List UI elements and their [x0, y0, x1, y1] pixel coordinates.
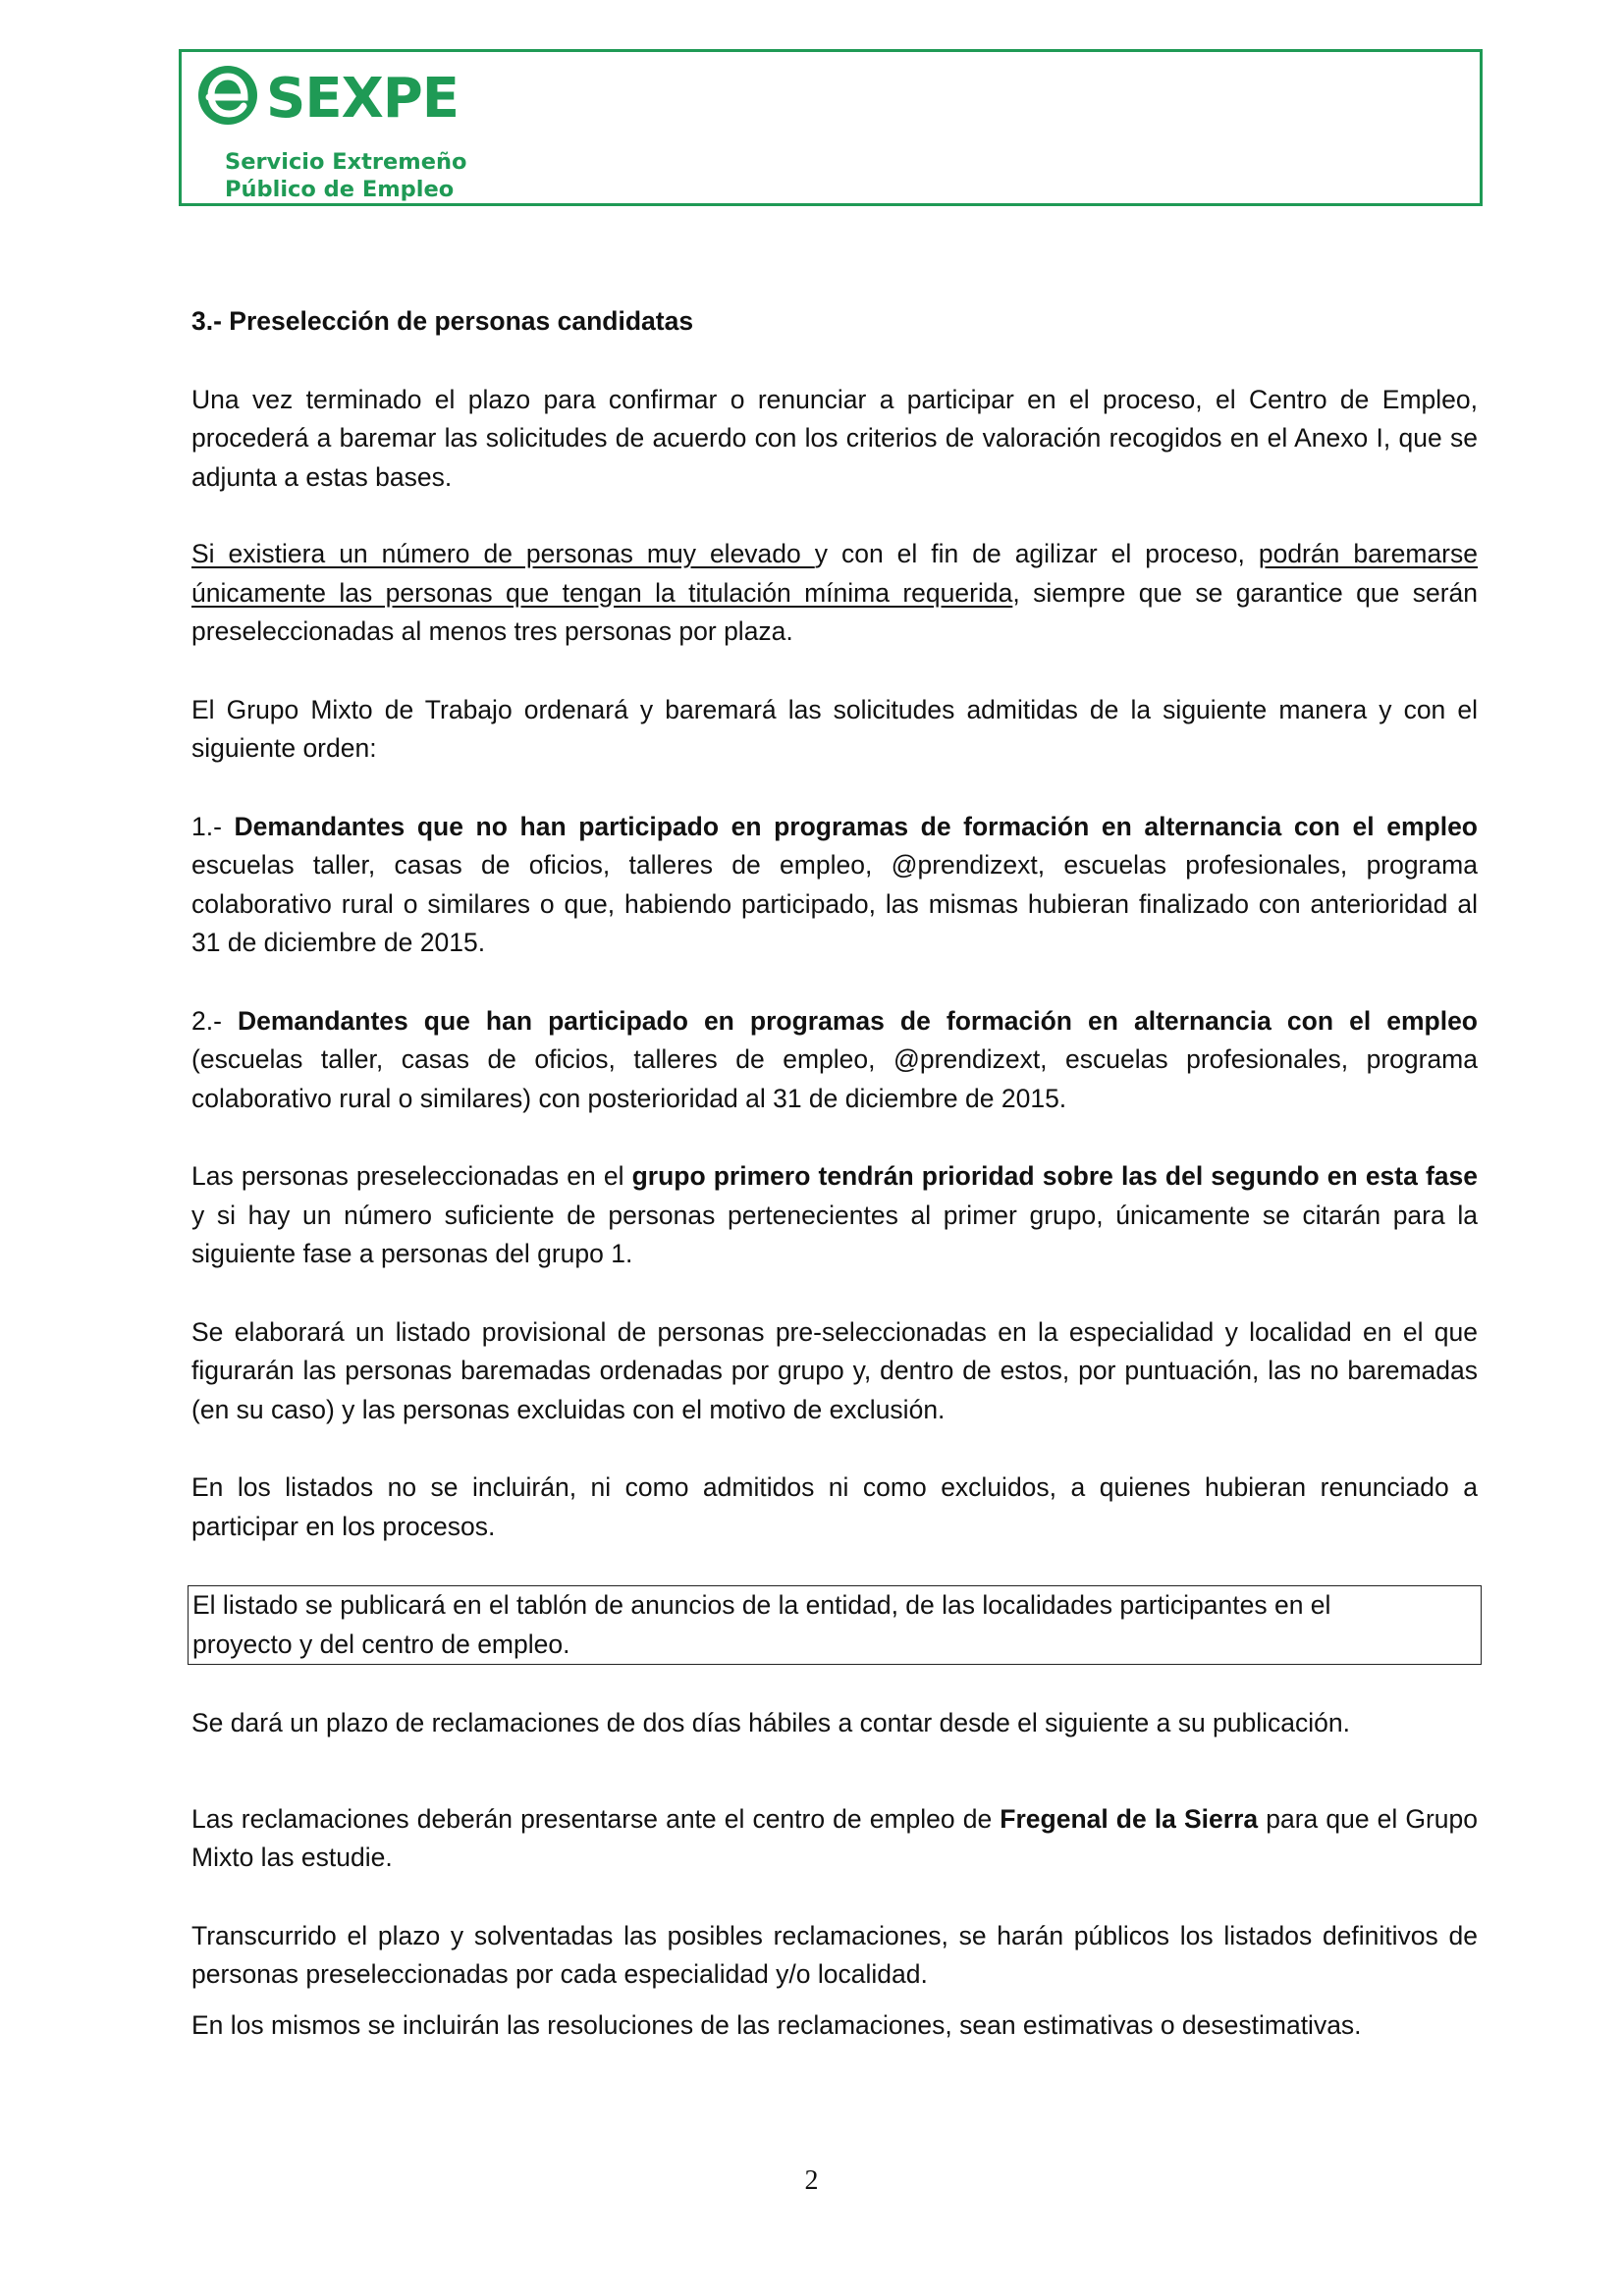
group-2-title: Demandantes que han participado en programas de formación en alternancia con el empleo	[237, 1005, 1478, 1036]
paragraph-11-text-2: para que el Grupo Mixto las estudie.	[191, 1803, 1478, 1872]
framed-line-1: El listado se publicará en el tablón de anuncios de la entidad, de las localidades participantes en el	[192, 1590, 1331, 1620]
underlined-text-2: podrán baremarse únicamente las personas que tengan la titulación mínima requerida	[191, 539, 1478, 608]
logo-subtitle	[225, 148, 466, 203]
paragraph-11-text-1: Las reclamaciones deberán presentarse ante el centro de empleo de	[191, 1803, 1001, 1834]
paragraph-7: Se elaborará un listado provisional de personas pre-seleccionadas en la especialidad y localidad en el que figurarán las personas baremadas ordenadas por grupo y, dentro de estos, por puntuación, las no baremadas (en su caso) y las personas excluidas con el motivo de exclusión.	[191, 1316, 1478, 1424]
paragraph-8: En los listados no se incluirán, ni como admitidos ni como excluidos, a quienes hubieran renunciado a participar en los procesos.	[191, 1472, 1478, 1541]
paragraph-6	[191, 1157, 1478, 1274]
paragraph-12: Transcurrido el plazo y solventadas las posibles reclamaciones, se harán públicos los listados definitivos de personas preseleccionadas por cada especialidad y/o localidad.	[191, 1920, 1478, 1989]
paragraph-2-text-1: y con el fin de agilizar el proceso,	[814, 539, 1259, 568]
paragraph-13: En los mismos se incluirán las resoluciones de las reclamaciones, sean estimativas o desestimativas.	[191, 2009, 1362, 2040]
group-1-title: Demandantes que no han participado en programas de formación en alternancia con el empleo	[234, 811, 1478, 841]
paragraph-2	[191, 535, 1478, 652]
group-2-text: (escuelas taller, casas de oficios, talleres de empleo, @prendizext, escuelas profesionales, programa colaborativo rural o similares) con posterioridad al 31 de diciembre de 2015.	[191, 1044, 1478, 1113]
section-title: 3.- Preselección de personas candidatas	[191, 306, 694, 336]
page-number: 2	[804, 2165, 819, 2196]
logo-subtitle-line2: Público de Empleo	[225, 177, 455, 203]
framed-paragraph	[188, 1585, 1482, 1665]
location-name: Fregenal de la Sierra	[1000, 1803, 1259, 1834]
logo-name: SEXPE	[266, 67, 460, 131]
paragraph-1: Una vez terminado el plazo para confirmar o renunciar a participar en el proceso, el Centro de Empleo, procederá a baremar las solicitudes de acuerdo con los criterios de valoración recogidos en el Anexo I, que se adjunta a estas bases.	[191, 384, 1478, 492]
e-circle-icon	[195, 60, 264, 129]
logo-subtitle-line1: Servicio Extremeño	[225, 149, 467, 175]
framed-line-2: proyecto y del centro de empleo.	[192, 1629, 570, 1659]
sexpe-logo	[195, 60, 490, 207]
underlined-text-1: Si existiera un número de personas muy elevado	[191, 539, 815, 568]
priority-text: grupo primero tendrán prioridad sobre las del segundo en esta fase	[631, 1161, 1478, 1191]
header-box	[179, 49, 1483, 206]
paragraph-6-text-2: y si hay un número suficiente de personas pertenecientes al primer grupo, únicamente se citarán para la siguiente fase a personas del grupo 1.	[191, 1200, 1478, 1268]
document-body	[191, 302, 1478, 2045]
paragraph-5	[191, 1002, 1478, 1119]
paragraph-10: Se dará un plazo de reclamaciones de dos días hábiles a contar desde el siguiente a su publicación.	[191, 1708, 1351, 1737]
group-1-text: escuelas taller, casas de oficios, talleres de empleo, @prendizext, escuelas profesionales, programa colaborativo rural o similares o que, habiendo participado, las mismas hubieran finalizado con anterioridad al 31 de diciembre de 2015.	[191, 850, 1478, 957]
paragraph-2-text-2: , siempre que se garantice que serán preseleccionadas al menos tres personas por plaza.	[191, 577, 1478, 646]
paragraph-4	[191, 808, 1478, 963]
paragraph-6-text-1: Las personas preseleccionadas en el	[191, 1161, 632, 1191]
paragraph-11	[191, 1800, 1478, 1878]
list-number-2: 2.-	[191, 1005, 238, 1036]
paragraph-3: El Grupo Mixto de Trabajo ordenará y baremará las solicitudes admitidas de la siguiente manera y con el siguiente orden:	[191, 694, 1478, 763]
list-number-1: 1.-	[191, 811, 235, 841]
